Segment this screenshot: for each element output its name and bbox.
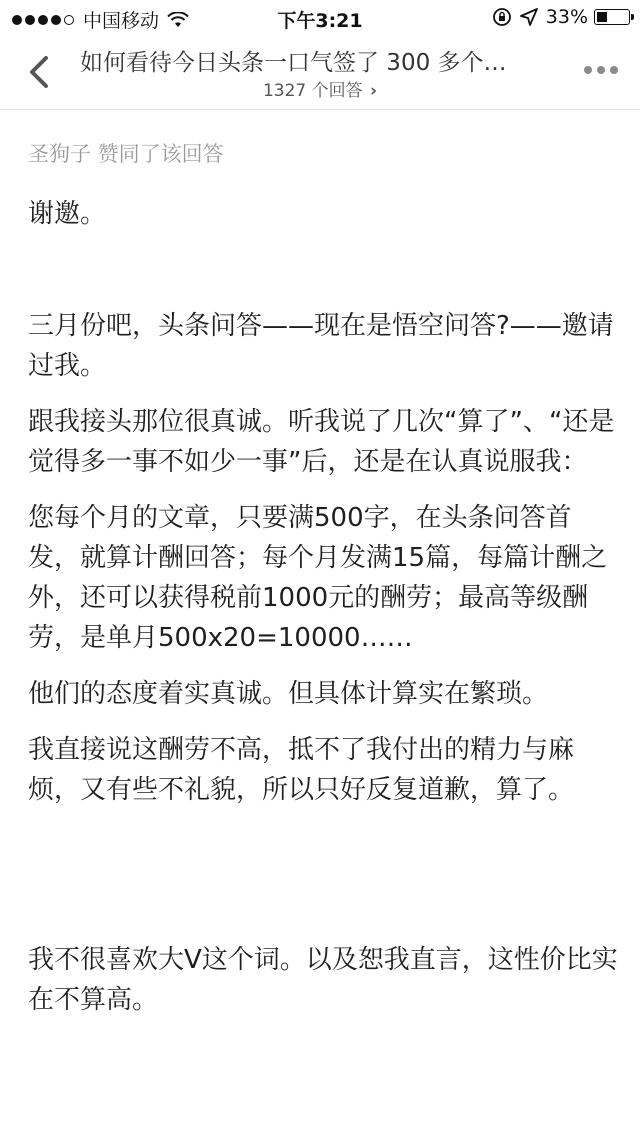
answer-paragraph: 我直接说这酬劳不高，抵不了我付出的精力与麻烦，又有些不礼貌，所以只好反复道歉，算了。 bbox=[28, 735, 575, 805]
battery-fill bbox=[597, 12, 607, 22]
battery-percent: 33% bbox=[545, 6, 588, 28]
question-title[interactable]: 如何看待今日头条一口气签了 300 多个… bbox=[80, 50, 507, 76]
blank-line bbox=[28, 250, 618, 306]
answer-paragraph: 您每个月的文章，只要满500字，在头条问答首发，就算计酬回答；每个月发满15篇，每篇计酬之外，还可以获得税前1000元的酬劳；最高等级酬劳，是单月500x20=10000…… bbox=[28, 503, 608, 653]
status-time: 下午3:21 bbox=[277, 10, 363, 32]
status-bar bbox=[0, 0, 640, 36]
answer-paragraph: 他们的态度着实真诚。但具体计算实在繁琐。 bbox=[28, 679, 549, 709]
location-arrow-icon bbox=[520, 8, 538, 26]
status-bar-right bbox=[492, 6, 630, 28]
carrier-name: 中国移动 bbox=[83, 10, 160, 32]
answers-count-link[interactable] bbox=[0, 76, 640, 101]
answer-paragraph: 跟我接头那位很真诚。听我说了几次“算了”、“还是觉得多一事不如少一事”后，还是在认真说服我： bbox=[28, 407, 615, 477]
answer-paragraph: 三月份吧，头条问答——现在是悟空问答?——邀请过我。 bbox=[28, 311, 614, 381]
answers-count: 1327 个回答 bbox=[262, 81, 363, 101]
more-options-icon[interactable] bbox=[579, 66, 618, 74]
chevron-right-icon: › bbox=[370, 81, 378, 101]
battery-icon bbox=[594, 9, 630, 25]
activity-line[interactable]: 圣狗子 赞同了该回答 bbox=[28, 142, 224, 166]
answer-paragraph: 我不很喜欢大V这个词。以及恕我直言，这性价比实在不算高。 bbox=[28, 945, 618, 1015]
blank-line bbox=[28, 826, 618, 940]
answer-paragraph: 谢邀。 bbox=[28, 199, 107, 229]
navigation-bar bbox=[0, 36, 640, 110]
rotation-lock-icon bbox=[492, 7, 512, 27]
answer-content bbox=[28, 138, 618, 1036]
